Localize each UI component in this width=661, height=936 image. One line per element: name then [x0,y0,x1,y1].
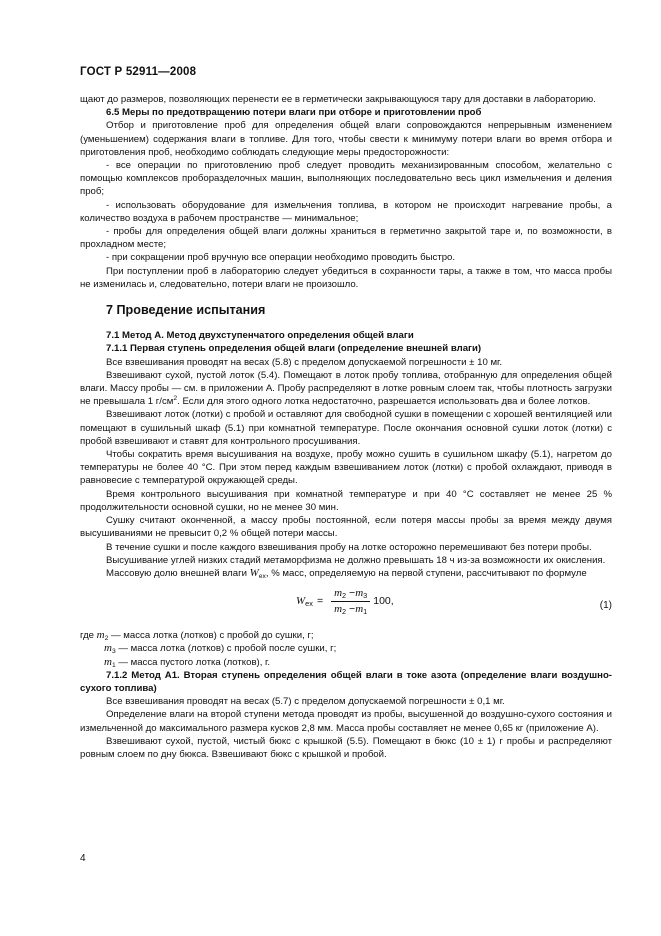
list-item: - все операции по приготовлению проб следует проводить механизированным способом, желательно с помощью комплексов проборазделочных машин, выполняющих последовательно весь цикл измельчения и деления проб; [80,160,612,198]
list-item: - использовать оборудование для измельчения топлива, в котором не происходит нагревание пробы, а количество воздуха в рабочем пространстве — минимальное; [80,199,612,224]
finished-paragraph: Сушку считают оконченной, а массу пробы постоянной, если потеря массы пробы за время между двумя высушиваниями не превысит 0,2 % общей потери массы. [80,515,612,540]
where-line: где $m_2$ — масса лотка (лотков) с пробой до сушки, г; [80,629,314,643]
drying-paragraph: Взвешивают лоток (лотки) с пробой и оставляют для свободной сушки в помещении с хорошей вентиляцией или помещают в сушильный шкаф (5.1) при комнатной температуре. После окончания основной сушки лоток (лотки) с пробой взвешивают и ставят для контрольного просушивания. [80,409,612,447]
stir-paragraph: В течение сушки и после каждого взвешивания пробу на лотке осторожно перемешивают без потери пробы. [106,541,592,553]
section-7-1-2-title: 7.1.2 Метод А1. Вторая ступень определения общей влаги в токе азота (определение влаги воздушно-сухого топлива) [80,669,612,694]
section-7-1-title: 7.1 Метод А. Метод двухступенчатого определения общей влаги [106,330,414,342]
where-line: $m_3$ — масса лотка (лотков) с пробой после сушки, г; [104,642,337,656]
document-header: ГОСТ Р 52911—2008 [80,66,197,78]
coal-paragraph: Высушивание углей низких стадий метаморфизма не должно превышать 18 ч из-за возможности их окисления. [106,554,606,566]
tray-paragraph: Взвешивают сухой, пустой лоток (5.4). Помещают в лоток пробу топлива, отобранную для определения общей влаги. Массу пробы — см. в приложении А. Пробу распределяют в лотке ровным слоем так, чтобы плотность загрузки не превышала 1 $г/см^2$. Если для этого одного лотка недостаточно, разрешается использовать два и более лотков. [80,369,612,408]
formula-fraction: $\frac{m_2 -m_3}{m_2 -m_1}$ [331,587,370,616]
formula-expression: $W_{ex}$ = $\frac{m_2 -m_3}{m_2 -m_1}$ 100, [296,587,394,617]
shorten-paragraph: Чтобы сократить время высушивания на воздухе, пробу можно сушить в сушильном шкафу (5.1), нагретом до температуры не более 40 °С. При этом перед каждым взвешиванием лоток (лотки) с пробой охлаждают, приводя в равновесие с температурой окружающей среды. [80,449,612,487]
document-body [80,93,612,761]
section-6-5-paragraph-2: При поступлении проб в лабораторию следует убедиться в сохранности тары, а также в том, что масса пробы не изменилась и, следовательно, потери влаги не произошло. [80,265,612,290]
intro-paragraph: щают до размеров, позволяющих перенести ее в герметически закрывающуюся тару для доставки в лабораторию. [80,94,596,105]
section-7-title: 7 Проведение испытания [106,303,266,318]
second-stage-paragraph: Определение влаги на второй ступени метода проводят из пробы, высушенной до воздушно-сухого состояния и измельченной до максимального размера кусков 2,8 мм. Масса пробы составляет не менее 0,65 кг (приложение А). [80,709,612,734]
control-paragraph: Время контрольного высушивания при комнатной температуре и при 40 °С составляет не менее 25 % продолжительности основной сушки, но не менее 30 мин. [80,488,612,513]
page-number: 4 [80,853,86,864]
section-7-1-1-title: 7.1.1 Первая ступень определения общей влаги (определение внешней влаги) [106,343,482,355]
section-6-5-paragraph: Отбор и приготовление проб для определения общей влаги сопровождаются непрерывным изменением (уменьшением) содержания влаги в топливе. Для того, чтобы свести к минимуму потери влаги во время отбора и приготовления проб, необходимо соблюдать следующие меры предосторожности: [80,120,612,158]
list-item: - пробы для определения общей влаги должны храниться в герметично закрытой таре и, по возможности, в прохладном месте; [80,226,612,251]
section-6-5-title: 6.5 Меры по предотвращению потери влаги при отборе и приготовлении проб [106,107,482,119]
list-item: - при сокращении проб вручную все операции необходимо проводить быстро. [106,252,456,264]
box-paragraph: Взвешивают сухой, пустой, чистый бюкс с крышкой (5.5). Помещают в бюкс (10 ± 1) г пробы и распределяют ровным слоем по дну бюкса. Взвешивают бюкс с крышкой и пробой. [80,735,612,760]
mass-fraction-paragraph: Массовую долю внешней влаги $W_{ex}$, % масс, определяемую на первой ступени, рассчитывают по формуле [106,566,587,580]
where-line: $m_1$ — масса пустого лотка (лотков), г. [104,655,271,669]
weighing-paragraph-2: Все взвешивания проводят на весах (5.7) с пределом допускаемой погрешности ± 0,1 мг. [106,696,505,708]
weighing-paragraph: Все взвешивания проводят на весах (5.8) с пределом допускаемой погрешности ± 10 мг. [106,356,503,368]
formula-number: (1) [599,600,612,612]
formula-1 [80,583,612,627]
